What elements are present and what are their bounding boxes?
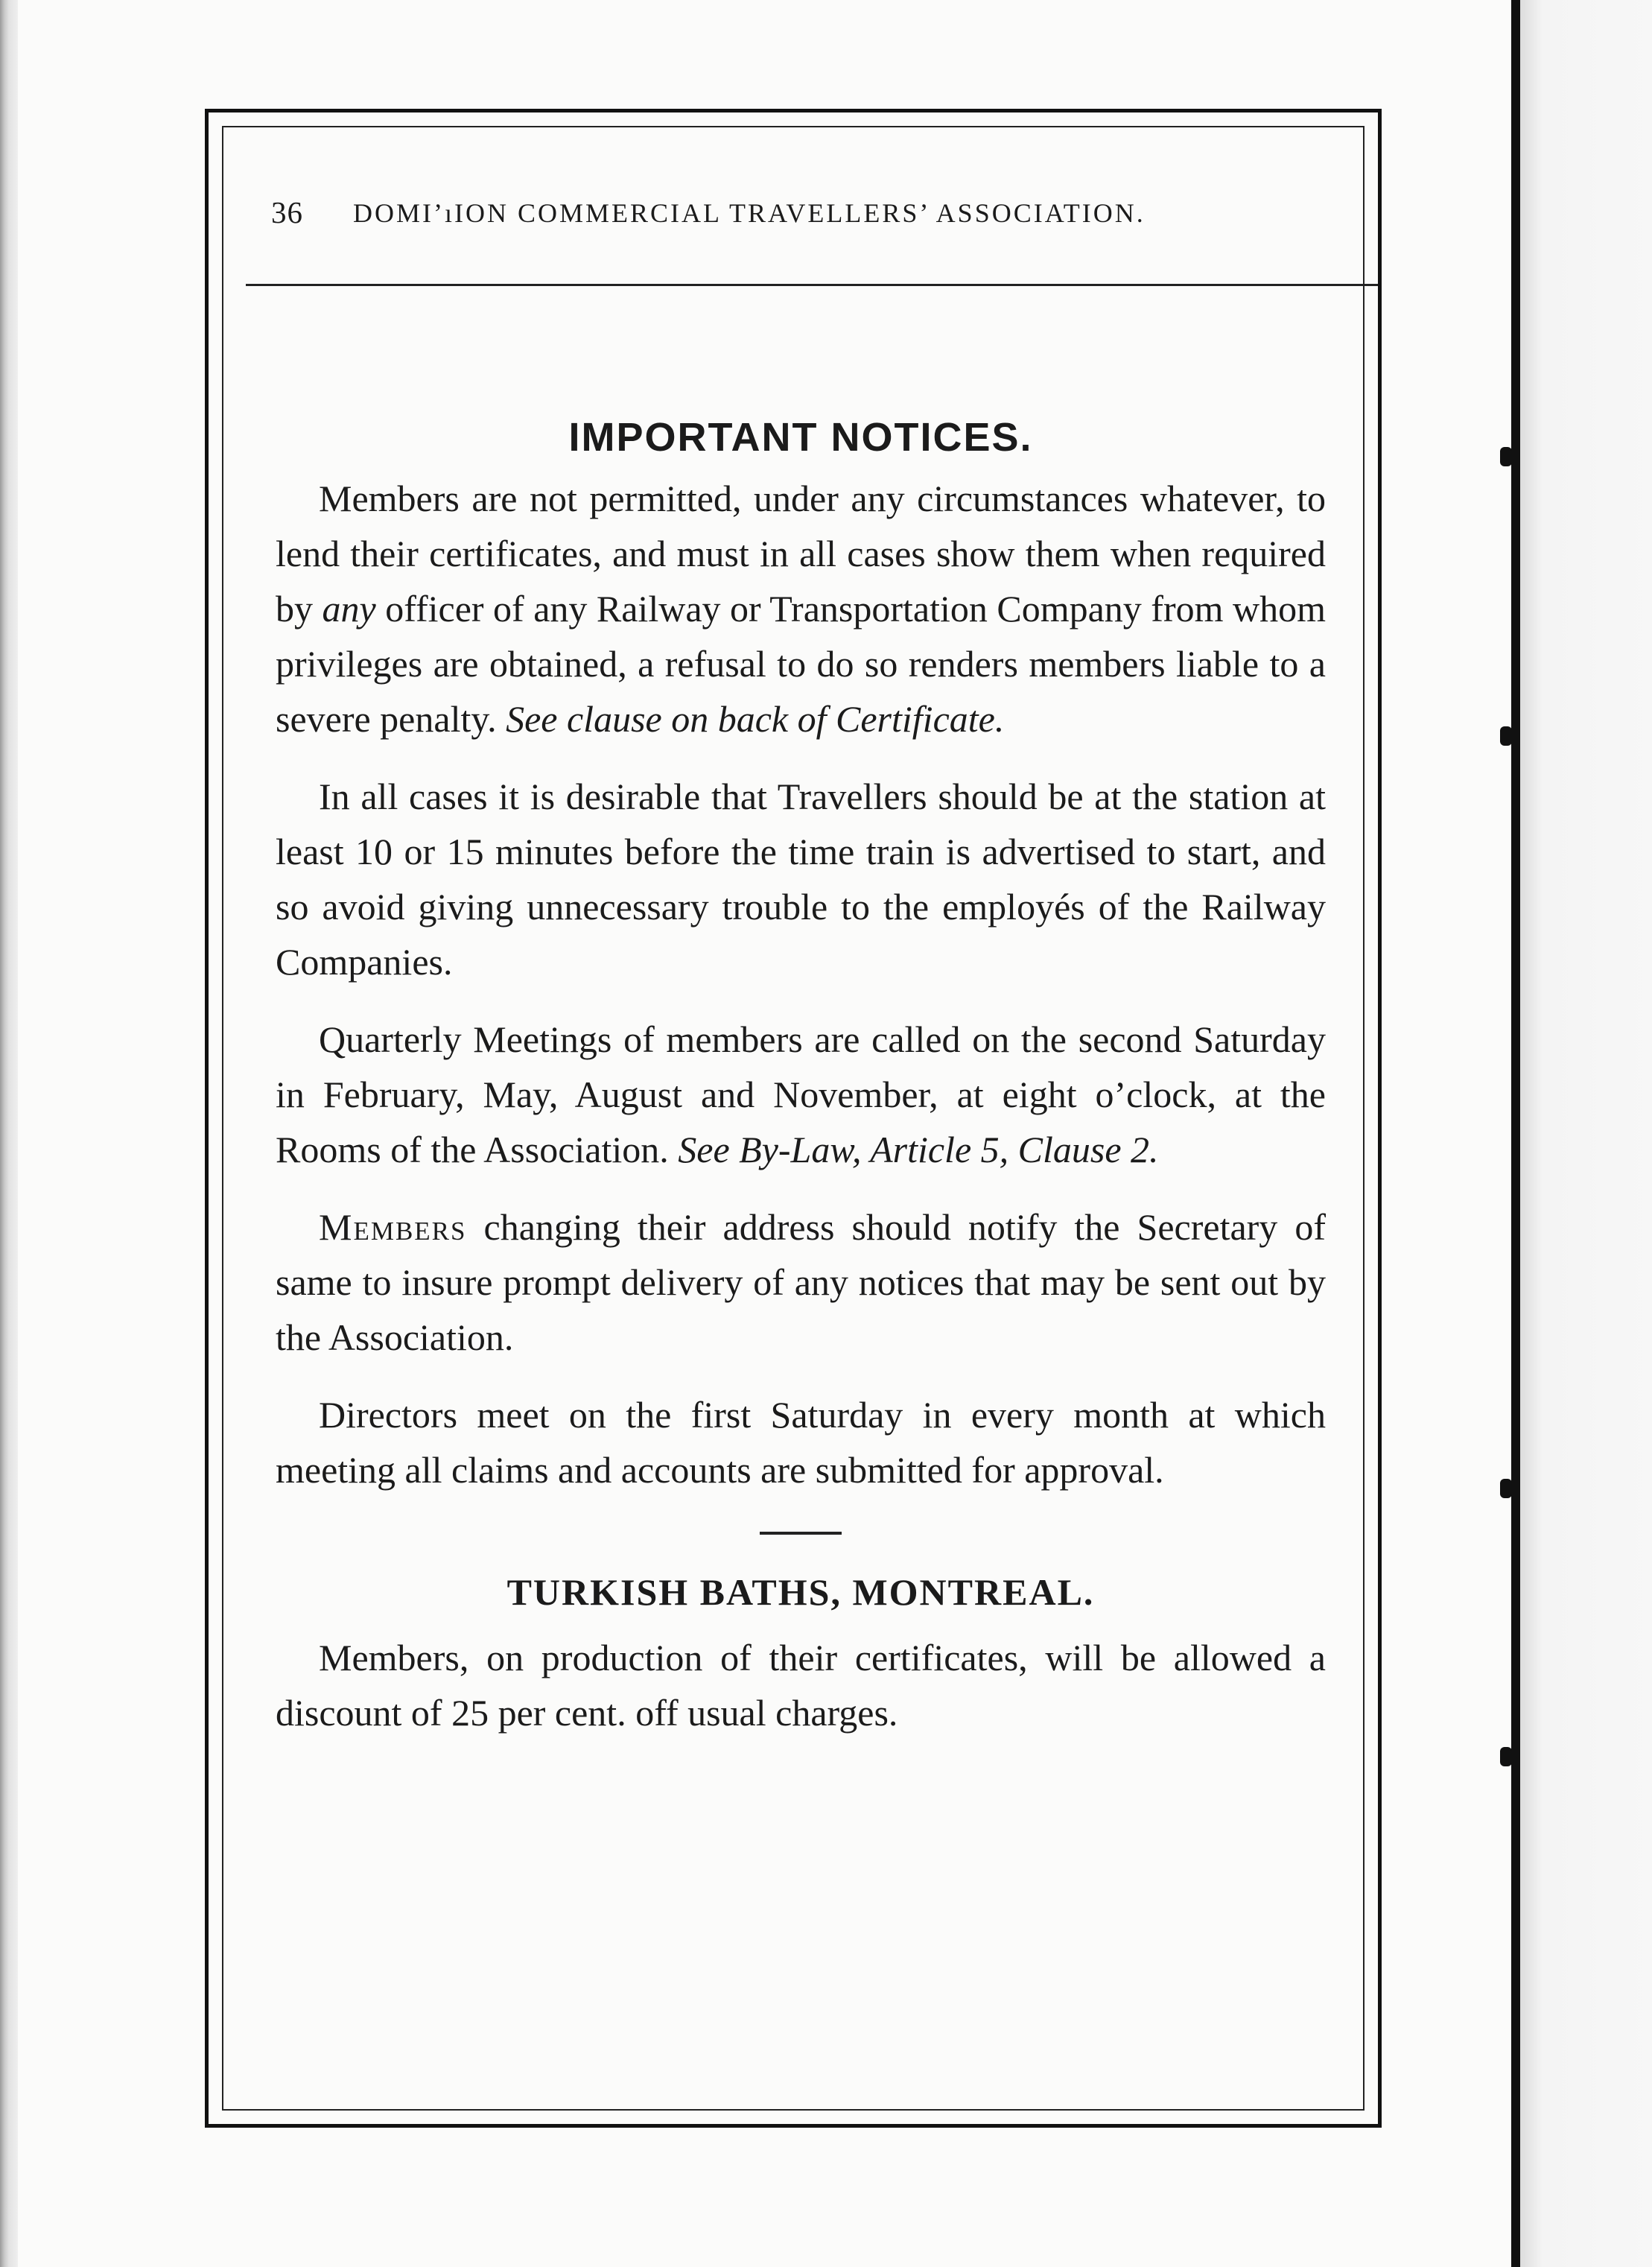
- page-inner-border: [222, 126, 1365, 2111]
- section-divider: [760, 1532, 842, 1535]
- notice-text: officer of any Railway or Transportation Company from whom privileges are obtained, a refusal to do so renders members liable to a severe penalty.: [276, 588, 1327, 740]
- binding-line: [1511, 0, 1520, 2267]
- binding-mark: [1500, 726, 1512, 746]
- baths-discount: Members, on production of their certificates, will be allowed a discount of 25 per cent. off usual charges.: [276, 1637, 1326, 1734]
- notice-reference: See By-Law, Article 5, Clause 2.: [678, 1129, 1159, 1170]
- page-number: 36: [271, 195, 303, 229]
- notice-reference: See clause on back of Certificate.: [506, 698, 1005, 740]
- notice-emphasis: any: [322, 588, 376, 630]
- notice-text: changing their address should notify the Secretary of same to insure prompt delivery of any notices that may be sent out by the Association.: [276, 1206, 1326, 1358]
- facing-page-edge: [1520, 0, 1652, 2267]
- page-body: [276, 414, 1326, 1763]
- notice-lead-word: Members: [319, 1206, 467, 1248]
- page-border: [205, 109, 1382, 2128]
- running-head: DOMI’ıION COMMERCIAL TRAVELLERS’ ASSOCIATION.: [353, 198, 1146, 228]
- baths-title: TURKISH BATHS, MONTREAL.: [506, 1571, 1095, 1613]
- binding-mark: [1500, 1747, 1512, 1766]
- notice-text: Quarterly Meetings of members are called on the second Saturday in February, May, August and November, at eight o’clock, at the Rooms of the Association.: [276, 1018, 1326, 1170]
- binding-mark: [1500, 447, 1512, 466]
- notice-certificates: [276, 471, 1326, 746]
- page-left-edge: [0, 0, 18, 2267]
- notice-address-change: [276, 1199, 1326, 1365]
- running-header: [271, 194, 1351, 239]
- notice-directors: Directors meet on the first Saturday in every month at which meeting all claims and accounts are submitted for approval.: [276, 1394, 1326, 1491]
- notice-quarterly-meetings: [276, 1012, 1326, 1177]
- header-rule: [246, 284, 1378, 286]
- notice-text: Members are not permitted, under any circumstances whatever, to lend their certificates, and must in all cases show them when required by: [276, 478, 1326, 630]
- notices-title: IMPORTANT NOTICES.: [568, 415, 1033, 460]
- notice-station-time: In all cases it is desirable that Travellers should be at the station at least 10 or 15 minutes before the time train is advertised to start, and so avoid giving unnecessary trouble to the employés of the Railway Companies.: [276, 776, 1326, 983]
- binding-mark: [1500, 1479, 1512, 1498]
